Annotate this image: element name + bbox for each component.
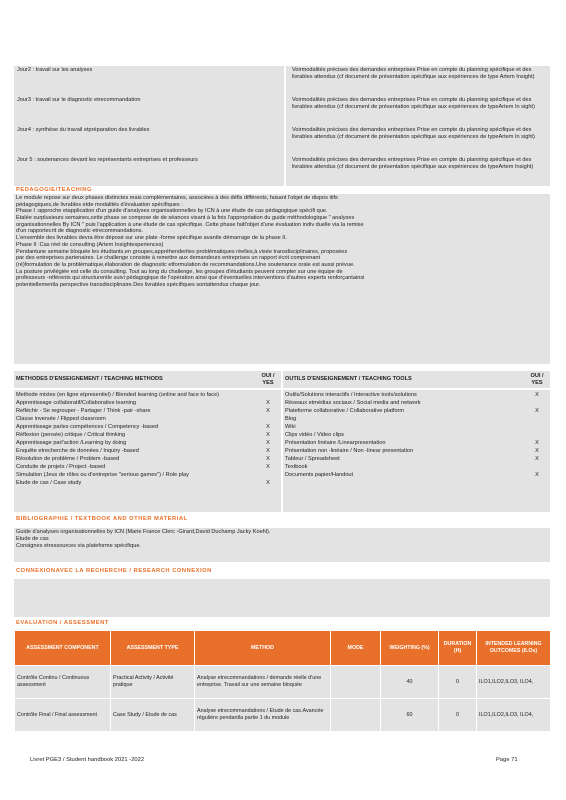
research-box [14,579,550,617]
eval-header: ASSESSMENT TYPE [111,631,195,666]
yes-mark: X [266,439,270,446]
method-row [16,439,279,447]
yes-mark: X [266,447,270,454]
eval-ilos: ILO1,ILO2,ILO3, ILO4, [477,699,551,732]
bibliography-line: Consignes etressources via plateforme spécifique. [16,543,141,549]
tool-label: Présentation linéaire /Linearpresentation [285,439,386,446]
method-row [16,399,279,407]
schedule-row [14,126,550,156]
evaluation-heading: EVALUATION / ASSESSMENT [16,620,109,626]
schedule-table [14,66,550,186]
tool-label: Plateforme collaborative / Collaborative platform [285,407,405,414]
method-label: Résolution de problème / Problem -based [16,455,120,462]
schedule-day: Jour3 : travail sur le diagnostic etrecommandation [17,97,141,103]
pedagogie-line: Phase II :Cas réel de consulting (Artem Insightexperiences) [16,241,164,248]
eval-component: Contrôle Final / Final assessment [15,699,111,732]
tool-row [285,447,548,455]
tools-header: OUTILS D'ENSEIGNEMENT / TEACHING TOOLS [285,376,412,382]
schedule-desc: Voirmodalités précises des demandes entreprises Prise en compte du planning spécifique et des livrables attendus (cf document de présentation spécifique aux expériences de type Artem Insight) [284,66,550,96]
eval-method: Analyse etrecommandations / Etude de cas.Avancée régulière pendantla partie 1 du module [195,699,331,732]
tool-label: Clips vidéo / Video clips [285,431,344,438]
method-label: Classe inversée / Flipped classroom [16,415,106,422]
bibliography-heading: BIBLIOGRAPHIE / TEXTBOOK AND OTHER MATERIAL [16,516,188,522]
tool-row [285,471,548,479]
yes-mark: X [266,463,270,470]
method-row [16,479,279,487]
method-label: Etude de cas / Case study [16,479,82,486]
tool-row [285,407,548,415]
eval-weight: 40 [381,666,439,699]
schedule-row [14,96,550,126]
method-label: Apprentissage parles compétences / Competency -based [16,423,159,430]
pedagogie-line: L'ensemble des livrables devra être déposé sur une plate -forme spécifique avantle démarrage de la phase II. [16,235,287,242]
pedagogie-line: par des entreprises partenaires. Le challenge consiste à remettre aux demandeurs entreprises un rapport écrit comprenant [16,255,321,262]
eval-header: WEIGHTING (%) [381,631,439,666]
eval-ilos: ILO1,ILO2,ILO3, ILO4, [477,666,551,699]
tool-label: Textbook [285,463,308,470]
schedule-day: Jour2 : travail sur les analyses [17,67,93,73]
pedagogie-line: (ré)formulation de la problématique,élaboration de diagnostic etformulation de recommandations.Une soutenance orale est aussi prévue. [16,261,355,268]
method-label: Methode mixtes (en ligne etpresentiel) / Blended learning (online and face to face) [16,391,220,398]
pedagogie-line: pédagogiques,de livrables etde modalités d'évaluation spécifiques : [16,201,183,208]
eval-header: ASSESSMENT COMPONENT [15,631,111,666]
schedule-desc: Voirmodalités précises des demandes entreprises Prise en compte du planning spécifique et des livrables attendus (cf document de présentation spécifique aux expériences de typeArtem Insight) [284,156,550,186]
eval-duration: 0 [439,666,477,699]
pedagogie-heading: PEDAGOGIE/TEACHING [16,187,92,193]
eval-row [15,699,551,732]
pedagogie-line: professeurs -référents qui structurentle suivi pédagogique de l'opération ainsi que d'éventuelles interventions d'autres experts renforçantainsi [16,275,365,282]
pedagogie-line: Etalée surplusieurs semaines,cette phase se compose de de séances visant à la fois l'appropriation du guide méthodologique " analyses [16,215,355,222]
method-label: Enquête etrecherche de données / Inquiry -based [16,447,139,454]
tool-label: Tableur / Spreadsheet [285,455,340,462]
yes-mark: X [266,399,270,406]
eval-row [15,666,551,699]
eval-header: DURATION (H) [439,631,477,666]
tool-label: Wiki [285,423,296,430]
method-label: Simulation (Jeux de rôles ou d'entreprise "serious games") / Role play [16,471,189,478]
eval-mode [331,666,381,699]
tool-row [285,463,548,471]
method-row [16,391,279,399]
footer-left: Livret PGE3 / Student handbook 2021 -2022 [30,757,145,763]
eval-type: Practical Activity / Activité pratique [111,666,195,699]
tool-label: Documents papier/Handout [285,471,354,478]
page-number: Page 71 [496,757,518,763]
schedule-row [14,156,550,186]
yes-mark: X [535,471,539,478]
yes-mark: X [535,439,539,446]
pedagogie-line: La posture privilégiée est celle du consulting. Tout au long du challenge, les groupes d'étudiants peuvent compter sur une équipe de [16,268,343,275]
yes-mark: X [535,455,539,462]
method-row [16,431,279,439]
method-label: Apprentissage parl'action /Learning by doing [16,439,127,446]
tool-label: Outils/Solutions interactifs / Interactive tools/solutions [285,391,417,398]
pedagogie-line: organisationnelles By ICN " puis l'application à une étude de cas spécifique. Cette phase faitl'objet d'une évaluation indiv duelle via la remise [16,221,364,228]
tools-list [283,390,550,512]
schedule-day: Jour 5 : soutenances devant les représentants entreprises et professeurs [17,157,198,163]
eval-weight: 60 [381,699,439,732]
tool-label: Réseaux etmédias sociaux / Social media and network [285,399,421,406]
method-row [16,447,279,455]
method-row [16,463,279,471]
tool-row [285,431,548,439]
yes-mark: X [266,423,270,430]
tool-row [285,415,548,423]
research-heading: CONNEXIONAVEC LA RECHERCHE / RESEARCH CONNEXION [16,568,212,574]
pedagogie-text [14,194,550,364]
eval-header: METHOD [195,631,331,666]
methods-list [14,390,281,512]
yes-mark: X [535,391,539,398]
method-row [16,455,279,463]
tool-row [285,399,548,407]
yes-mark: X [266,407,270,414]
bibliography-line: Guide d'analyses organisationnelles by ICN (Marie France Clerc -Girard,David Duchamp Jacky Koehl). [16,529,271,535]
eval-header: INTENDED LEARNING OUTCOMES (ILOs) [477,631,551,666]
method-row [16,423,279,431]
methods-yes-header: OUI / YES [261,372,275,386]
method-row [16,415,279,423]
tool-row [285,455,548,463]
pedagogie-line: d'un rapportecrit de diagnostic etrecommandations. [16,228,143,235]
schedule-desc: Voirmodalités précises des demandes entreprises Prise en compte du planning spécifique et des livrables attendus (cf document de présentation spécifique aux expériences de typeArtem In sight) [284,126,550,156]
pedagogie-line: Pendantune semaine bloquée les étudiants,en groupes,appréhenderites problématiques réelles,à visée transdisciplinaires, proposées [16,248,348,255]
eval-header: MODE [331,631,381,666]
schedule-row [14,66,550,96]
eval-mode [331,699,381,732]
tools-yes-header: OUI / YES [530,372,544,386]
pedagogie-line: Le module repose sur deux phases distinctes mais complémentaires, associées à des défis différents, faisant l'objet de dispos itifs [16,195,338,201]
eval-method: Analyse etrecommandations / demande réelle d'une entreprise. Travail sur une semaine bloquée [195,666,331,699]
method-label: Refléchir - Se regrouper - Partager / Think -pair -share [16,407,151,414]
method-label: Apprentissage collaboratif/Collaborative learning [16,399,137,406]
eval-duration: 0 [439,699,477,732]
schedule-desc: Voirmodalités précises des demandes entreprises Prise en compte du planning spécifique et des livrables attendus (cf document de présentation spécifique aux expériences de typeArtem In sight) [284,96,550,126]
tool-label: Blog [285,415,297,422]
schedule-day: Jour4 : synthèse du travail etpréparation des livrables [17,127,150,133]
tool-row [285,439,548,447]
eval-component: Contrôle Continu / Continuous assessment [15,666,111,699]
bibliography-line: Etude de cas [16,536,49,542]
bibliography-text [14,528,550,562]
pedagogie-line: Phase I :approche etapplication d'un guide d'analyses organisationnelles by ICN à une étude de cas pédagogique spécifi que. [16,208,328,215]
yes-mark: X [266,455,270,462]
yes-mark: X [266,431,270,438]
methods-header: METHODES D'ENSEIGNEMENT / TEACHING METHODS [16,376,163,382]
tool-row [285,423,548,431]
pedagogie-line: potentiellementla perspective transdisciplinaire.Des livrables spécifiques sontattendus chaque jour. [16,281,261,288]
method-row [16,471,279,479]
method-label: Réflexion (pensée) critique / Critical thinking [16,431,126,438]
method-row [16,407,279,415]
method-label: Conduite de projets / Project -based [16,463,106,470]
evaluation-table [14,630,550,732]
yes-mark: X [266,479,270,486]
tool-label: Présentation non -linéaire / Non -linear presentation [285,447,414,454]
tool-row [285,391,548,399]
yes-mark: X [535,447,539,454]
yes-mark: X [535,407,539,414]
methods-table [14,371,550,513]
eval-type: Case Study / Etude de cas [111,699,195,732]
